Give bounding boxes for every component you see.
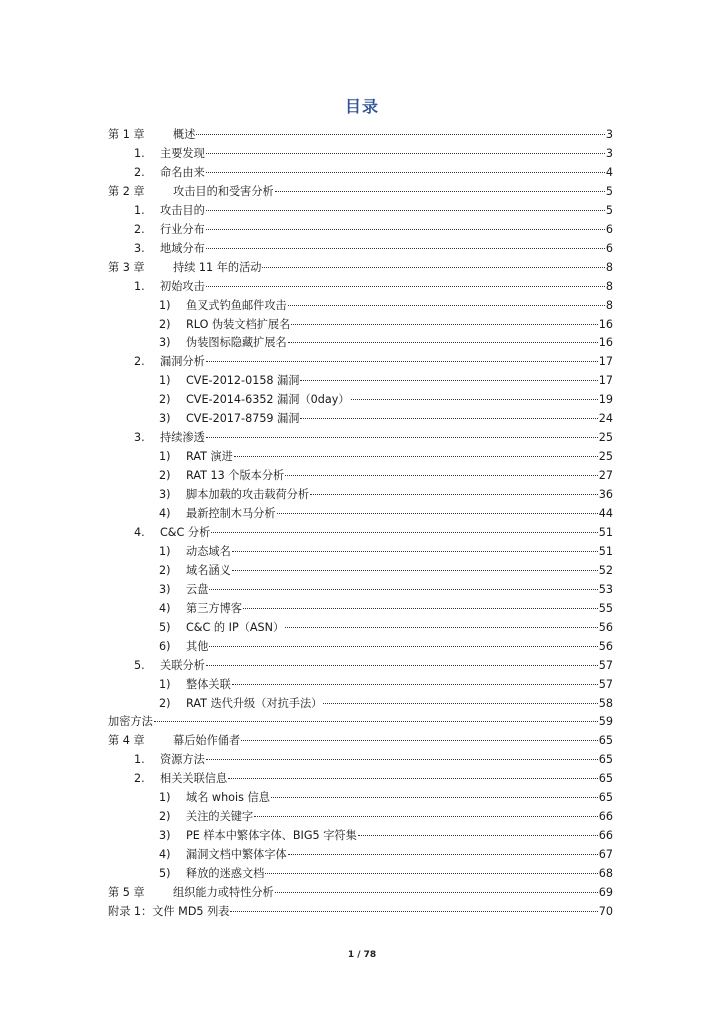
toc-entry[interactable] xyxy=(134,751,613,769)
toc-entry-number: 2) xyxy=(159,393,171,407)
toc-entry-page: 70 xyxy=(598,904,613,918)
toc-entry[interactable] xyxy=(108,126,613,144)
dot-leader xyxy=(232,683,598,685)
toc-entry[interactable] xyxy=(134,221,613,239)
dot-leader xyxy=(351,398,598,400)
toc-entry-title: 域名涵义 xyxy=(186,563,231,577)
dot-leader xyxy=(291,323,597,325)
toc-entry[interactable] xyxy=(159,695,613,713)
dot-leader xyxy=(228,777,598,779)
dot-leader xyxy=(288,341,598,343)
toc-entry-number: 3. xyxy=(134,241,145,255)
toc-entry[interactable] xyxy=(159,372,613,390)
toc-entry-page: 65 xyxy=(598,734,613,748)
toc-entry-title: RAT 演进 xyxy=(186,450,233,464)
dot-leader xyxy=(232,550,598,552)
toc-entry-title: 持续渗透 xyxy=(160,431,205,445)
toc-entry-number: 2) xyxy=(159,317,171,331)
toc-entry-title: 其他 xyxy=(186,639,209,653)
dot-leader xyxy=(232,569,598,571)
toc-entry[interactable] xyxy=(159,543,613,561)
toc-entry-number: 3. xyxy=(134,431,145,445)
dot-leader xyxy=(271,796,598,798)
toc-entry-title: RAT 迭代升级（对抗手法） xyxy=(186,696,323,710)
toc-entry[interactable] xyxy=(159,638,613,656)
toc-entry-title: 持续 11 年的活动 xyxy=(173,260,262,274)
toc-entry-number: 6) xyxy=(159,639,171,653)
toc-entry-page: 55 xyxy=(598,601,613,615)
dot-leader xyxy=(209,645,597,647)
toc-entry-page: 66 xyxy=(598,810,613,824)
toc-entry-page: 36 xyxy=(598,488,613,502)
toc-entry-number: 1. xyxy=(134,146,145,160)
dot-leader xyxy=(209,588,597,590)
toc-entry-number: 第 3 章 xyxy=(108,260,145,274)
toc-entry-page: 24 xyxy=(598,412,613,426)
toc-entry[interactable] xyxy=(159,562,613,580)
toc-entry-page: 16 xyxy=(598,317,613,331)
toc-title: 目录 xyxy=(344,97,379,116)
toc-entry-title: CVE-2012-0158 漏洞 xyxy=(186,374,300,388)
toc-entry-page: 57 xyxy=(598,677,613,691)
toc-entry-page: 65 xyxy=(598,791,613,805)
toc-entry[interactable] xyxy=(159,827,613,845)
toc-entry[interactable] xyxy=(159,789,613,807)
toc-entry-number: 2. xyxy=(134,772,145,786)
toc-entry-page: 3 xyxy=(605,128,613,141)
toc-entry-number: 3) xyxy=(159,412,171,426)
toc-entry-title: CVE-2017-8759 漏洞 xyxy=(186,412,300,426)
toc-entry-number: 1. xyxy=(134,753,145,767)
toc-entry-number: 第 5 章 xyxy=(108,886,145,899)
toc-entry-page: 66 xyxy=(598,829,613,843)
toc-entry-page: 53 xyxy=(598,582,613,596)
dot-leader xyxy=(206,360,598,362)
toc-entry[interactable] xyxy=(134,770,613,788)
toc-entry-number: 4. xyxy=(134,525,145,539)
toc-entry-title: 相关关联信息 xyxy=(160,772,228,786)
toc-entry-title: 攻击目的 xyxy=(160,203,205,217)
dot-leader xyxy=(310,493,598,495)
toc-entry-number: 第 4 章 xyxy=(108,734,145,748)
toc-entry[interactable] xyxy=(108,183,613,201)
toc-entry-title: 地域分布 xyxy=(160,241,205,255)
toc-entry[interactable] xyxy=(134,278,613,296)
toc-entry-number: 2) xyxy=(159,696,171,710)
toc-entry-number: 1) xyxy=(159,298,171,312)
toc-entry[interactable] xyxy=(159,865,613,883)
toc-entry-page: 17 xyxy=(598,355,613,369)
toc-entry[interactable] xyxy=(134,240,613,258)
dot-leader xyxy=(206,152,605,154)
dot-leader xyxy=(206,171,605,173)
toc-entry-page: 8 xyxy=(605,298,613,312)
toc-entry-number: 1) xyxy=(159,677,171,691)
toc-entry[interactable] xyxy=(134,524,613,542)
toc-entry-number: 5) xyxy=(159,867,171,881)
dot-leader xyxy=(262,266,604,268)
toc-entry-title: 附录 1：文件 MD5 列表 xyxy=(108,904,230,918)
toc-entry-title: 行业分布 xyxy=(160,222,205,236)
toc-entry-page: 65 xyxy=(598,753,613,767)
toc-entry-page: 59 xyxy=(598,715,613,729)
toc-entry-number: 1) xyxy=(159,544,171,558)
toc-entry-page: 8 xyxy=(605,260,613,274)
toc-entry-number: 2. xyxy=(134,355,145,369)
toc-entry-page: 3 xyxy=(605,146,613,160)
toc-entry-title: PE 样本中繁体字体、BIG5 字符集 xyxy=(186,829,357,843)
toc-entry-page: 5 xyxy=(605,184,613,198)
dot-leader xyxy=(241,739,598,741)
toc-entry-number: 2. xyxy=(134,165,145,179)
dot-leader xyxy=(206,664,598,666)
toc-entry[interactable] xyxy=(159,600,613,618)
dot-leader xyxy=(206,209,605,211)
toc-entry[interactable] xyxy=(159,448,613,466)
toc-entry-number: 第 2 章 xyxy=(108,184,145,198)
toc-entry-title: 组织能力或特性分析 xyxy=(173,886,274,899)
toc-entry-number: 1) xyxy=(159,374,171,388)
dot-leader xyxy=(358,834,598,836)
dot-leader xyxy=(277,512,598,514)
toc-entry-title: 攻击目的和受害分析 xyxy=(173,184,274,198)
toc-entry-title: 初始攻击 xyxy=(160,279,205,293)
toc-entry-page: 51 xyxy=(598,544,613,558)
toc-entry-title: C&C 分析 xyxy=(160,525,211,539)
toc-entry-page: 16 xyxy=(598,336,613,350)
toc-entry-page: 25 xyxy=(598,450,613,464)
toc-entry[interactable] xyxy=(159,846,613,864)
toc-entry-title: CVE-2014-6352 漏洞（0day） xyxy=(186,393,350,407)
toc-entry[interactable] xyxy=(134,202,613,220)
toc-entry-page: 25 xyxy=(598,431,613,445)
toc-entry-page: 27 xyxy=(598,469,613,483)
dot-leader xyxy=(211,531,597,533)
toc-entry-title: 最新控制木马分析 xyxy=(186,507,276,520)
toc-entry[interactable] xyxy=(108,259,613,277)
toc-entry-number: 3) xyxy=(159,582,171,596)
dot-leader xyxy=(254,815,598,817)
dot-leader xyxy=(275,190,605,192)
toc-entry[interactable] xyxy=(108,732,613,750)
toc-entry-page: 5 xyxy=(605,203,613,217)
toc-entry-title: 命名由来 xyxy=(160,165,205,179)
toc-entry-title: 动态域名 xyxy=(186,544,231,558)
toc-entry-title: 概述 xyxy=(173,128,196,141)
toc-entry-page: 57 xyxy=(598,658,613,672)
toc-entry-page: 4 xyxy=(605,165,613,179)
toc-entry-number: 4) xyxy=(159,601,171,615)
toc-entry[interactable] xyxy=(108,903,613,921)
toc-entry[interactable] xyxy=(159,808,613,826)
dot-leader xyxy=(300,379,597,381)
toc-entry-title: 释放的迷惑文档 xyxy=(186,867,265,881)
toc-entry-title: 主要发现 xyxy=(160,146,205,160)
toc-entry-title: 漏洞文档中繁体字体 xyxy=(186,848,287,862)
toc-entry-number: 1) xyxy=(159,791,171,805)
toc-entry[interactable] xyxy=(159,676,613,694)
toc-entry-page: 67 xyxy=(598,848,613,862)
toc-entry[interactable] xyxy=(159,467,613,485)
toc-entry-number: 1) xyxy=(159,450,171,464)
toc-entry-title: 幕后始作俑者 xyxy=(173,734,241,748)
toc-entry-page: 17 xyxy=(598,374,613,388)
toc-entry-title: 鱼叉式钓鱼邮件攻击 xyxy=(186,298,287,312)
dot-leader xyxy=(196,133,604,135)
toc-entry[interactable] xyxy=(159,581,613,599)
toc-entry-number: 1. xyxy=(134,279,145,293)
toc-entry[interactable] xyxy=(159,334,613,352)
dot-leader xyxy=(206,436,598,438)
toc-entry-number: 4) xyxy=(159,848,171,862)
dot-leader xyxy=(275,891,598,893)
toc-entry-page: 56 xyxy=(598,639,613,653)
toc-entry[interactable] xyxy=(134,429,613,447)
toc-entry[interactable] xyxy=(108,884,613,902)
toc-entry-title: 域名 whois 信息 xyxy=(186,791,270,805)
dot-leader xyxy=(206,285,605,287)
toc-entry-page: 58 xyxy=(598,696,613,710)
toc-entry[interactable] xyxy=(108,713,613,731)
toc-entry-title: 脚本加载的攻击载荷分析 xyxy=(186,488,310,502)
dot-leader xyxy=(206,228,605,230)
dot-leader xyxy=(234,455,598,457)
dot-leader xyxy=(265,872,597,874)
toc-entry-number: 5. xyxy=(134,658,145,672)
toc-entry-number: 2) xyxy=(159,810,171,824)
toc-entry-number: 1. xyxy=(134,203,145,217)
toc-entry-title: 加密方法 xyxy=(108,715,153,729)
toc-entry-page: 6 xyxy=(605,222,613,236)
toc-entry-number: 第 1 章 xyxy=(108,128,145,141)
dot-leader xyxy=(154,720,598,722)
dot-leader xyxy=(206,247,605,249)
toc-entry-title: 漏洞分析 xyxy=(160,355,205,369)
toc-entry[interactable] xyxy=(159,391,613,409)
toc-entry-page: 68 xyxy=(598,867,613,881)
toc-entry-title: 云盘 xyxy=(186,582,209,596)
toc-entry-title: RAT 13 个版本分析 xyxy=(186,469,285,483)
dot-leader xyxy=(288,304,605,306)
toc-entry-number: 2) xyxy=(159,469,171,483)
toc-entry-page: 8 xyxy=(605,279,613,293)
toc-entry-number: 2. xyxy=(134,222,145,236)
dot-leader xyxy=(285,474,598,476)
toc-entry[interactable] xyxy=(159,486,613,504)
toc-entry-page: 19 xyxy=(598,393,613,407)
toc-entry-page: 65 xyxy=(598,772,613,786)
toc-entry-title: 关联分析 xyxy=(160,658,205,672)
toc-entry-page: 69 xyxy=(598,886,613,899)
toc-entry-number: 3) xyxy=(159,336,171,350)
dot-leader xyxy=(230,910,597,912)
toc-entry-title: RLO 伪装文档扩展名 xyxy=(186,317,291,331)
toc-entry[interactable] xyxy=(159,297,613,315)
toc-entry-page: 44 xyxy=(598,507,613,520)
toc-entry-title: C&C 的 IP（ASN） xyxy=(186,620,285,634)
dot-leader xyxy=(285,626,598,628)
dot-leader xyxy=(323,702,597,704)
toc-entry-number: 5) xyxy=(159,620,171,634)
toc-entry-page: 51 xyxy=(598,525,613,539)
toc-entry-number: 2) xyxy=(159,563,171,577)
page-number: 1 / 78 xyxy=(347,950,377,960)
toc-entry-title: 伪装图标隐藏扩展名 xyxy=(186,336,287,350)
toc-entry[interactable] xyxy=(134,145,613,163)
toc-entry-number: 3) xyxy=(159,829,171,843)
toc-entry-page: 52 xyxy=(598,563,613,577)
toc-entry[interactable] xyxy=(159,505,613,523)
toc-entry-title: 资源方法 xyxy=(160,753,205,767)
dot-leader xyxy=(288,853,598,855)
toc-entry[interactable] xyxy=(134,353,613,371)
dot-leader xyxy=(300,417,597,419)
toc-entry-title: 整体关联 xyxy=(186,677,231,691)
toc-entry-page: 56 xyxy=(598,620,613,634)
toc-entry[interactable] xyxy=(134,657,613,675)
dot-leader xyxy=(206,758,598,760)
toc-entry[interactable] xyxy=(159,619,613,637)
toc-entry-page: 6 xyxy=(605,241,613,255)
toc-entry-title: 关注的关键字 xyxy=(186,810,254,824)
dot-leader xyxy=(243,607,598,609)
toc-entry-number: 3) xyxy=(159,488,171,502)
toc-entry-title: 第三方博客 xyxy=(186,601,242,615)
toc-entry[interactable] xyxy=(134,164,613,182)
toc-entry-number: 4) xyxy=(159,507,171,520)
toc-entry[interactable] xyxy=(159,410,613,428)
toc-entry[interactable] xyxy=(159,316,613,334)
